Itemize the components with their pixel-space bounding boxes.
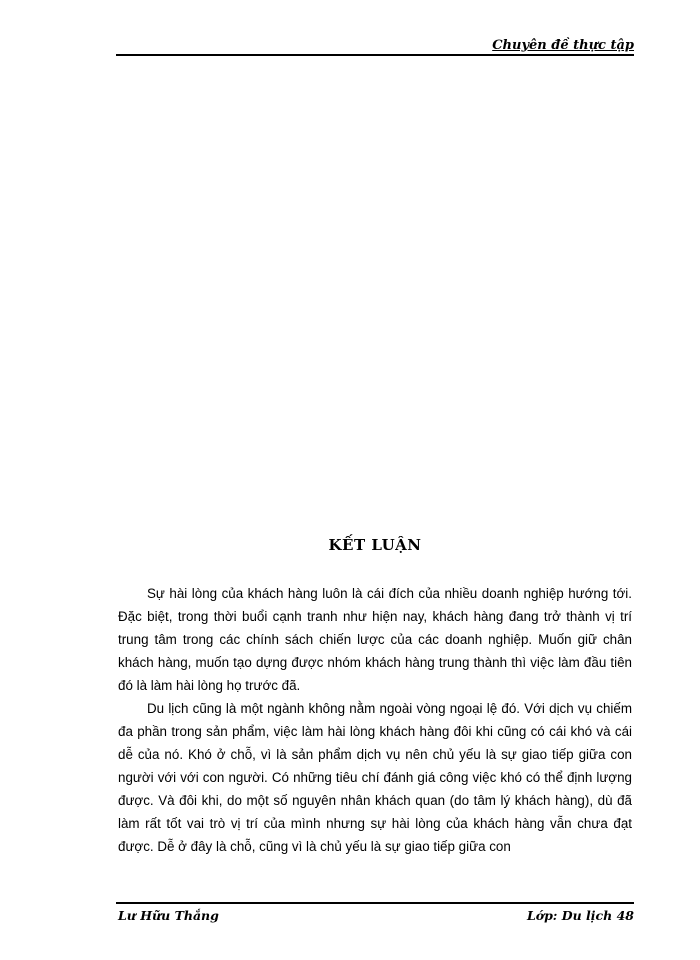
- paragraph: Sự hài lòng của khách hàng luôn là cái đích của nhiều doanh nghiệp hướng tới. Đặc biệt, trong thời buổi cạnh tranh như hiện nay, khách hàng đang trở thành vị trí trung tâm trong các chính sách chiến lược của các doanh nghiệp. Muốn giữ chân khách hàng, muốn tạo dựng được nhóm khách hàng trung thành thì việc làm đầu tiên đó là làm hài lòng họ trước đã.: [118, 586, 632, 693]
- body-text: [118, 582, 632, 858]
- footer-rule: [116, 902, 634, 904]
- footer-class: Lớp: Du lịch 48: [526, 908, 634, 923]
- section-heading: KẾT LUẬN: [328, 536, 422, 554]
- paragraph: Du lịch cũng là một ngành không nằm ngoài vòng ngoại lệ đó. Với dịch vụ chiếm đa phần trong sản phẩm, việc làm hài lòng khách hàng đôi khi cũng có cái khó và cái dễ của nó. Khó ở chỗ, vì là sản phẩm dịch vụ nên chủ yếu là sự giao tiếp giữa con người với với con người. Có những tiêu chí đánh giá công việc khó có thể định lượng được. Và đôi khi, do một số nguyên nhân khách quan (do tâm lý khách hàng), dù đã làm rất tốt vai trò vị trí của mình nhưng sự hài lòng của khách hàng vẫn chưa đạt được. Dễ ở đây là chỗ, cũng vì là chủ yếu là sự giao tiếp giữa con: [118, 701, 632, 854]
- footer-author: Lư Hữu Thắng: [118, 908, 219, 923]
- header-rule: [116, 54, 634, 56]
- header-title: Chuyên đề thực tập: [492, 38, 634, 53]
